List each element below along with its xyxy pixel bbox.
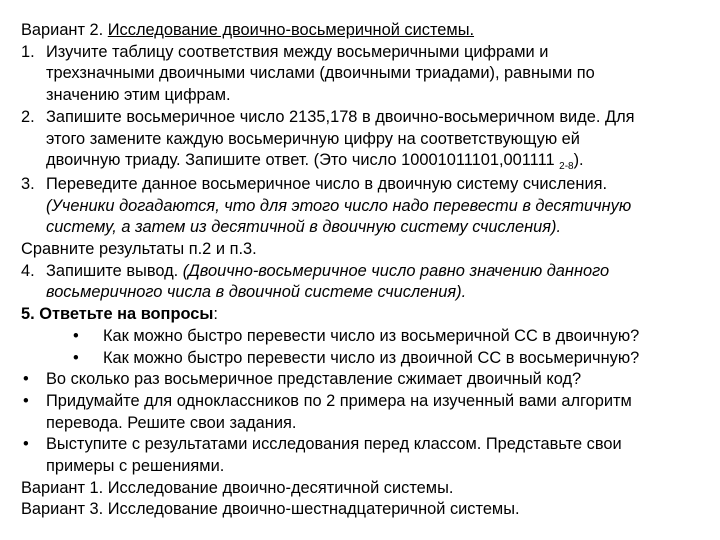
bullet-icon: • [73, 326, 79, 345]
bullet-icon: • [23, 391, 29, 410]
compare-text: Сравните результаты п.2 и п.3. [21, 240, 257, 259]
bullet-3 [21, 434, 701, 456]
item-4-line-1 [46, 261, 609, 283]
item-2-subscript: 2-8 [559, 161, 574, 173]
bullet-3-line-1: Выступите с результатами исследования перед классом. Представьте свои [46, 435, 622, 454]
bullet-3-line-2: примеры с решениями. [46, 457, 225, 476]
item-5-colon: : [213, 305, 218, 324]
question-1 [21, 326, 701, 348]
item-2-close: ). [573, 151, 584, 170]
item-1-number: 1. [21, 42, 35, 61]
item-2-line-1: Запишите восьмеричное число 2135,178 в двоично-восьмеричном виде. Для [46, 107, 635, 126]
item-2 [21, 107, 701, 129]
item-4-italic-1: (Двоично-восьмеричное число равно значению данного [182, 261, 610, 280]
item-4-number: 4. [21, 261, 35, 280]
item-2-line-2: этого замените каждую восьмеричную цифру на соответствующую ей [46, 129, 580, 148]
item-3-number: 3. [21, 174, 35, 193]
item-1-line-1: Изучите таблицу соответствия между восьмеричными цифрами и [46, 42, 549, 61]
item-1-line-2: трехзначными двоичными числами (двоичными триадами), равными по [46, 64, 595, 83]
item-3 [21, 174, 701, 196]
item-5-label: Ответьте на вопросы [34, 305, 214, 324]
variant2-heading [21, 20, 701, 42]
item-4-text: Запишите вывод. [46, 261, 183, 280]
bullet-2-line-2: перевода. Решите свои задания. [46, 413, 297, 432]
item-5 [21, 304, 701, 326]
bullet-icon: • [23, 435, 29, 454]
document [21, 20, 701, 521]
item-2-answer-text: двоичную триаду. Запишите ответ. (Это число 10001011101,001111 [46, 151, 560, 170]
item-1-line-3: значению этим цифрам. [46, 86, 231, 105]
bullet-2 [21, 391, 701, 413]
item-3-italic-1: (Ученики догадаются, что для этого число надо перевести в десятичную [46, 196, 632, 215]
bullet-2-line-1: Придумайте для одноклассников по 2 примера на изученный вами алгоритм [46, 391, 632, 410]
question-2-text: Как можно быстро перевести число из двоичной СС в восьмеричную? [103, 348, 640, 367]
question-2 [21, 348, 701, 370]
item-3-line-1: Переведите данное восьмеричное число в двоичную систему счисления. [46, 174, 608, 193]
item-2-line-3 [21, 150, 701, 174]
variant2-title: Исследование двоично-восьмеричной системы. [107, 21, 475, 39]
variant3-heading: Вариант 3. Исследование двоично-шестнадцатеричной системы. [21, 500, 520, 519]
bullet-icon: • [23, 370, 29, 389]
item-3-italic-2: систему, а затем из десятичной в двоичную систему счисления). [46, 218, 562, 237]
item-4 [21, 261, 701, 283]
item-2-number: 2. [21, 107, 35, 126]
bullet-1-line-1: Во сколько раз восьмеричное представление сжимает двоичный код? [46, 370, 582, 389]
item-1 [21, 42, 701, 64]
variant1-heading: Вариант 1. Исследование двоично-десятичной системы. [21, 478, 454, 497]
question-1-text: Как можно быстро перевести число из восьмеричной СС в двоичную? [103, 326, 640, 345]
bullet-icon: • [73, 348, 79, 367]
item-5-number: 5. [21, 305, 35, 324]
bullet-1 [21, 369, 701, 391]
item-4-italic-2: восьмеричного числа в двоичной системе счисления). [46, 283, 467, 302]
variant2-prefix: Вариант 2. [21, 21, 108, 39]
